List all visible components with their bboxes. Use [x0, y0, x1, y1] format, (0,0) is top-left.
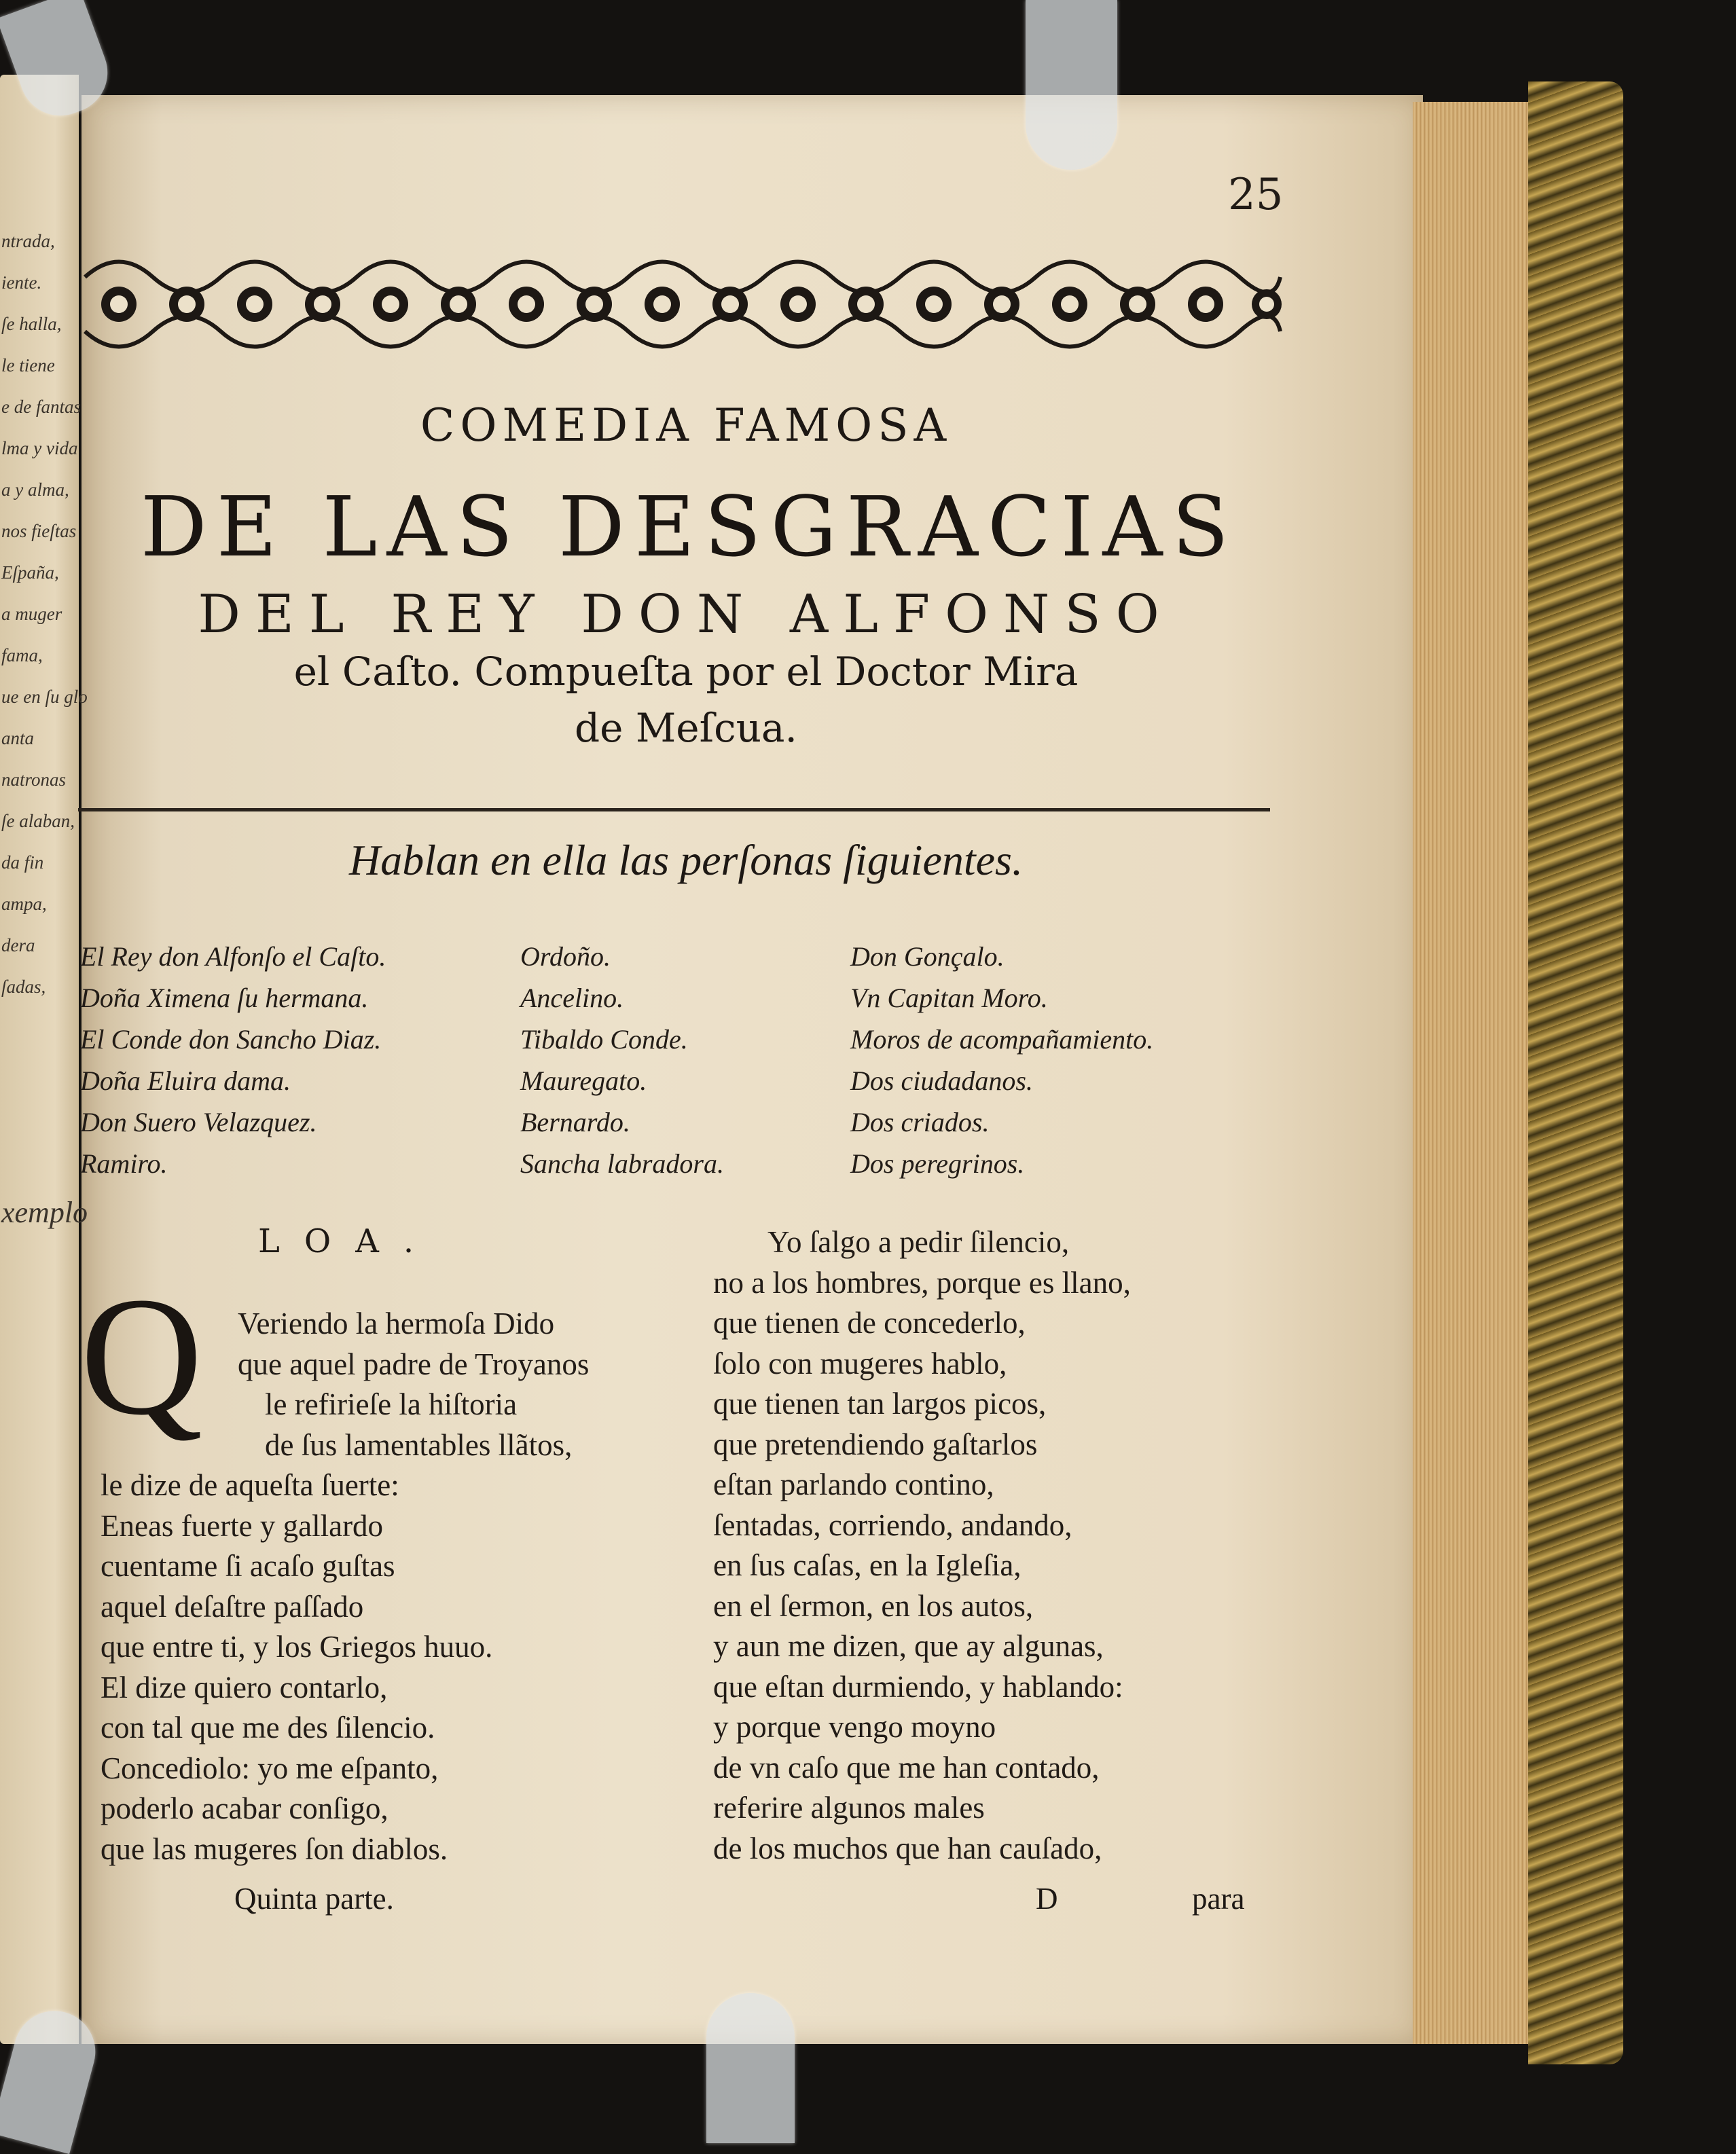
verse-line: en el ſermon, en los autos, — [713, 1588, 1034, 1623]
left-page-fragment: Eſpaña, — [1, 562, 59, 583]
verse-line: Eneas fuerte y gallardo — [101, 1508, 384, 1543]
signature-mark: D — [1036, 1882, 1058, 1916]
drop-cap: Q — [80, 1262, 203, 1450]
left-page-fragment: ſadas, — [1, 976, 46, 997]
cast-entry: Dos ciudadanos. — [850, 1065, 1033, 1096]
title-line-5: de Meſcua. — [575, 705, 797, 751]
cast-entry: Vn Capitan Moro. — [850, 983, 1048, 1013]
cast-entry: El Conde don Sancho Diaz. — [80, 1024, 382, 1055]
verse-line: Concediolo: yo me eſpanto, — [101, 1751, 439, 1785]
cast-entry: Mauregato. — [520, 1065, 647, 1096]
book-clip-top — [1026, 0, 1117, 170]
cast-column-2 — [520, 936, 724, 1184]
left-page-fragment: a y alma, — [1, 479, 69, 500]
left-page-fragment: dera — [1, 935, 35, 955]
loa-heading: LOA. — [258, 1222, 439, 1260]
verse-line: y porque vengo moyno — [713, 1710, 996, 1744]
verse-line: que tienen tan largos picos, — [713, 1387, 1047, 1421]
verse-line: no a los hombres, porque es llano, — [713, 1265, 1131, 1300]
title-line-4: el Caſto. Compueſta por el Doctor Mira — [293, 649, 1079, 695]
verse-line: le refirieſe la hiſtoria — [265, 1387, 518, 1421]
left-page-fragment: ampa, — [1, 894, 47, 914]
verse-line: Veriendo la hermoſa Dido — [238, 1307, 555, 1340]
verse-line: ſentadas, corriendo, andando, — [713, 1508, 1072, 1542]
verse-line: que tienen de concederlo, — [713, 1306, 1026, 1340]
verse-line: que aquel padre de Troyanos — [238, 1347, 590, 1381]
cast-entry: Ordoño. — [520, 941, 611, 972]
left-page-fragments — [0, 231, 88, 1290]
verse-line: le dize de aqueſta ſuerte: — [101, 1468, 399, 1502]
cast-entry: Doña Eluira dama. — [80, 1065, 291, 1096]
book-clip-bottom — [706, 1993, 795, 2143]
verse-line: de vn caſo que me han contado, — [713, 1750, 1100, 1785]
verse-block-indented — [238, 1304, 589, 1465]
left-page-fragment: ſe halla, — [1, 314, 62, 334]
cast-entry: Tibaldo Conde. — [520, 1024, 688, 1055]
cast-entry: Ramiro. — [80, 1148, 168, 1179]
cast-entry: Dos peregrinos. — [850, 1148, 1025, 1179]
left-page-fragment: da fin — [1, 852, 44, 873]
left-page-fragment: anta — [1, 728, 35, 748]
cast-column-3 — [850, 936, 1153, 1184]
cast-column-1 — [80, 936, 386, 1184]
title-divider-rule — [78, 808, 1270, 811]
verse-line: poderlo acabar conſigo, — [101, 1791, 388, 1825]
cast-entry: Dos criados. — [850, 1107, 990, 1137]
left-page-fragment: nos fieſtas — [1, 521, 77, 541]
left-page-fragment: ntrada, — [1, 231, 55, 251]
verse-line: de los muchos que han cauſado, — [713, 1831, 1102, 1865]
left-page-fragment: e de fantas — [1, 397, 81, 417]
verse-line: y aun me dizen, que ay algunas, — [713, 1629, 1104, 1663]
verse-line: que entre ti, y los Griegos huuo. — [101, 1630, 493, 1664]
cast-entry: Moros de acompañamiento. — [850, 1024, 1154, 1055]
left-page-fragment: ue en ſu glo — [1, 687, 88, 707]
quire-signature-title: Quinta parte. — [234, 1882, 394, 1916]
verse-line: que pretendiendo gaſtarlos — [713, 1427, 1038, 1461]
cast-entry: El Rey don Alfonſo el Caſto. — [80, 941, 386, 972]
cast-entry: Bernardo. — [520, 1107, 630, 1137]
verse-line: de ſus lamentables llãtos, — [265, 1427, 573, 1462]
left-page-fragment: fama, — [1, 645, 43, 665]
gilt-binding-edge — [1528, 81, 1623, 2064]
cast-entry: Don Suero Velazquez. — [80, 1107, 317, 1137]
verse-column-1 — [101, 1465, 492, 1869]
catchword: para — [1192, 1882, 1245, 1916]
cast-entry: Doña Ximena ſu hermana. — [80, 983, 369, 1013]
title-line-2: DE LAS DESGRACIAS — [140, 479, 1239, 575]
left-page-fragment: xemplo — [1, 1196, 88, 1229]
verse-line: aquel deſaſtre paſſado — [101, 1589, 364, 1624]
verse-line: El dize quiero contarlo, — [101, 1670, 388, 1704]
title-line-1: COMEDIA FAMOSA — [420, 399, 952, 452]
cast-entry: Don Gonçalo. — [850, 941, 1005, 972]
left-page-fragment: ſe alaban, — [1, 811, 75, 831]
cast-entry: Sancha labradora. — [520, 1148, 724, 1179]
verse-line: referire algunos males — [713, 1791, 985, 1825]
verse-line: ſolo con mugeres hablo, — [713, 1346, 1007, 1381]
cast-entry: Ancelino. — [520, 983, 624, 1013]
left-page-fragment: le tiene — [1, 355, 55, 376]
title-line-3: DEL REY DON ALFONSO — [198, 584, 1174, 645]
left-page-fragment: iente. — [1, 272, 42, 293]
left-page-fragment: natronas — [1, 769, 67, 790]
page-number: 25 — [1228, 170, 1284, 220]
verse-line: eſtan parlando contino, — [713, 1467, 994, 1501]
verse-line: que las mugeres ſon diablos. — [101, 1831, 448, 1866]
verse-line: que eſtan durmiendo, y hablando: — [713, 1669, 1123, 1704]
verse-line: en ſus caſas, en la Igleſia, — [713, 1548, 1021, 1582]
verse-line: cuentame ſi acaſo guſtas — [101, 1549, 395, 1583]
verse-line: con tal que me des ſilencio. — [101, 1711, 435, 1745]
left-page-fragment: lma y vida — [1, 438, 78, 458]
left-page-fragment: a muger — [1, 604, 62, 624]
dramatis-personae-heading: Hablan en ella las perſonas ſiguientes. — [349, 836, 1023, 884]
verse-line: Yo ſalgo a pedir ſilencio, — [767, 1225, 1070, 1259]
verse-column-2 — [713, 1222, 1131, 1869]
ornamental-headpiece — [78, 243, 1287, 365]
